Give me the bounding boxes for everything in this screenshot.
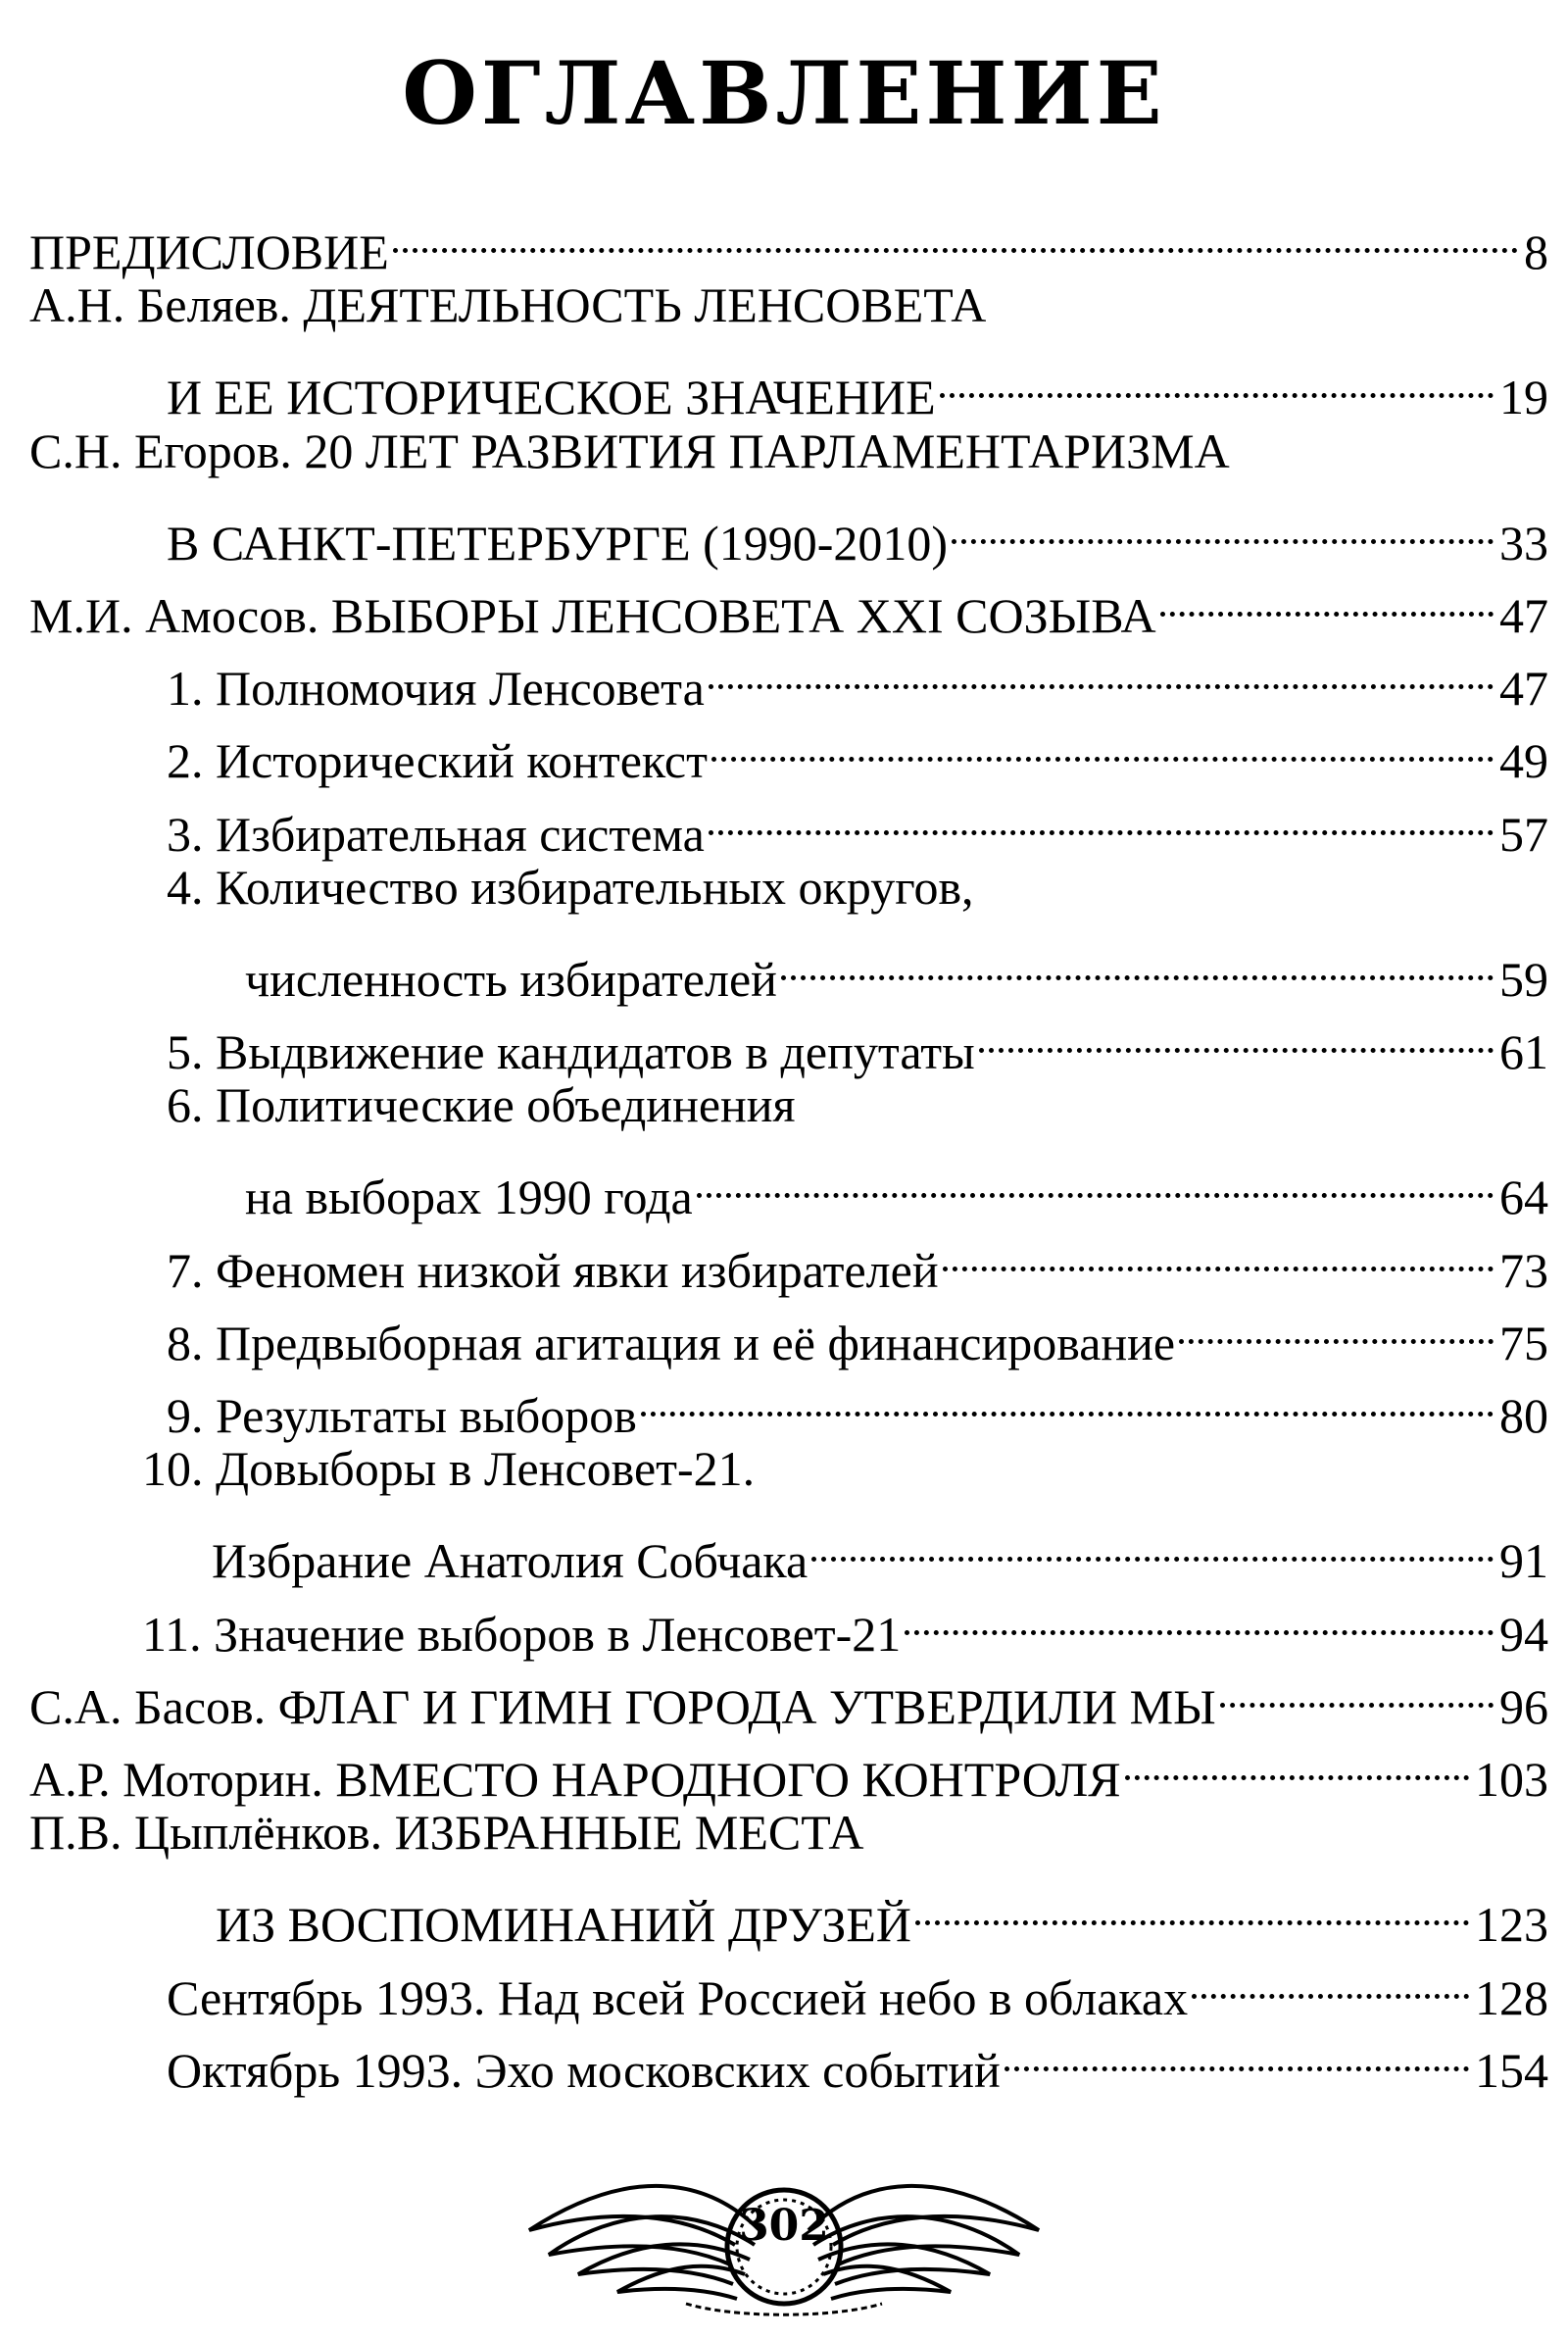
dot-leader [905,1578,1494,1651]
toc-entry-title: 6. Политические объединения [167,1077,796,1133]
dot-leader [915,1868,1469,1941]
toc-entry [29,1505,1548,1589]
toc-entry-title: С.А. Басов. ФЛАГ И ГИМН ГОРОДА УТВЕРДИЛИ МЫ [29,1678,1216,1734]
dot-leader [943,1215,1494,1287]
toc-entry-page: 47 [1499,587,1548,643]
toc-entry-title: на выборах 1990 года [245,1169,693,1225]
toc-entry-title: 7. Феномен низкой явки избирателей [167,1242,939,1298]
toc-entry [29,851,1548,923]
page-title: ОГЛАВЛЕНИЕ [402,42,1166,144]
toc-entry-page: 64 [1499,1169,1548,1225]
toc-entry-page: 47 [1499,661,1548,717]
toc-entry-page: 94 [1499,1606,1548,1662]
toc-entry-page: 59 [1499,951,1548,1007]
dot-leader [1179,1287,1494,1360]
dot-leader [1160,560,1494,632]
toc-entry-title: ИЗ ВОСПОМИНАНИЙ ДРУЗЕЙ [216,1897,912,1953]
dot-leader [811,1505,1494,1577]
toc-entry-page: 75 [1499,1315,1548,1370]
toc-entry-title: В САНКТ-ПЕТЕРБУРГЕ (1990-2010) [167,515,949,571]
toc-entry-title: С.Н. Егоров. 20 ЛЕТ РАЗВИТИЯ ПАРЛАМЕНТАРИЗМА [29,423,1230,478]
dot-leader [709,632,1494,705]
dot-leader [940,341,1494,414]
toc-entry-title: П.В. Цыплёнков. ИЗБРАННЫЕ МЕСТА [29,1805,864,1861]
toc-entry-page: 19 [1499,370,1548,425]
toc-entry-title: Октябрь 1993. Эхо московских событий [167,2042,1001,2098]
dot-leader [641,1360,1494,1432]
toc-entry-title: Сентябрь 1993. Над всей Россией небо в облаках [167,1969,1189,2025]
toc-entry-title: Избрание Анатолия Собчака [212,1533,808,1589]
toc-entry [29,487,1548,571]
toc-entry-title: 8. Предвыборная агитация и её финансирование [167,1315,1176,1370]
dot-leader [1192,1942,1469,2015]
dot-leader [1125,1723,1469,1796]
page-number: 302 [739,2201,829,2251]
toc-entry-page: 57 [1499,806,1548,862]
toc-entry [29,1796,1548,1868]
dot-leader [781,923,1494,996]
toc-entry-title: 4. Количество избирательных округов, [167,859,974,915]
dot-leader [711,705,1494,777]
dot-leader [709,778,1494,851]
toc-entry-page: 96 [1499,1678,1548,1734]
toc-entry-title: 5. Выдвижение кандидатов в депутаты [167,1024,975,1080]
toc-entry-title: 2. Исторический контекст [167,733,708,789]
toc-entry-title: 10. Довыборы в Ленсовет-21. [142,1441,756,1497]
toc-entry-page: 49 [1499,733,1548,789]
dot-leader [1004,2015,1469,2087]
toc-entry [29,1141,1548,1225]
dot-leader [979,996,1494,1069]
toc-entry [29,923,1548,1007]
toc-entry-page: 73 [1499,1242,1548,1298]
toc-entry-page: 123 [1475,1897,1548,1953]
toc-entry [29,269,1548,341]
dot-leader [1220,1651,1494,1723]
toc-entry-page: 154 [1475,2042,1548,2098]
toc-entry-page: 91 [1499,1533,1548,1589]
toc-entry [29,196,1548,279]
toc-entry [29,1069,1548,1141]
toc-entry-page: 80 [1499,1388,1548,1443]
toc-entry-title: 1. Полномочия Ленсовета [167,661,705,717]
toc-entry [29,1868,1548,1953]
toc-entry-page: 103 [1475,1751,1548,1807]
toc-entry [29,341,1548,425]
toc-entry-title: 11. Значение выборов в Ленсовет-21 [142,1606,902,1662]
toc-entry-page: 8 [1524,224,1548,279]
toc-entry-title: А.Н. Беляев. ДЕЯТЕЛЬНОСТЬ ЛЕНСОВЕТА [29,277,987,333]
dot-leader [952,487,1494,560]
toc-entry-title: А.Р. Моторин. ВМЕСТО НАРОДНОГО КОНТРОЛЯ [29,1751,1121,1807]
dot-leader [697,1141,1494,1214]
toc-entry-title: И ЕЕ ИСТОРИЧЕСКОЕ ЗНАЧЕНИЕ [167,370,936,425]
toc-entry-page: 128 [1475,1969,1548,2025]
toc-entry [29,415,1548,487]
table-of-contents [29,196,1548,2098]
toc-entry-title: М.И. Амосов. ВЫБОРЫ ЛЕНСОВЕТА XXI СОЗЫВА [29,587,1156,643]
toc-entry-title: численность избирателей [245,951,777,1007]
toc-entry-page: 33 [1499,515,1548,571]
toc-entry-title: 3. Избирательная система [167,806,705,862]
toc-entry-title: 9. Результаты выборов [167,1388,637,1443]
toc-entry-page: 61 [1499,1024,1548,1080]
dot-leader [393,196,1518,269]
toc-entry-title: ПРЕДИСЛОВИЕ [29,224,389,279]
toc-entry [29,1432,1548,1505]
